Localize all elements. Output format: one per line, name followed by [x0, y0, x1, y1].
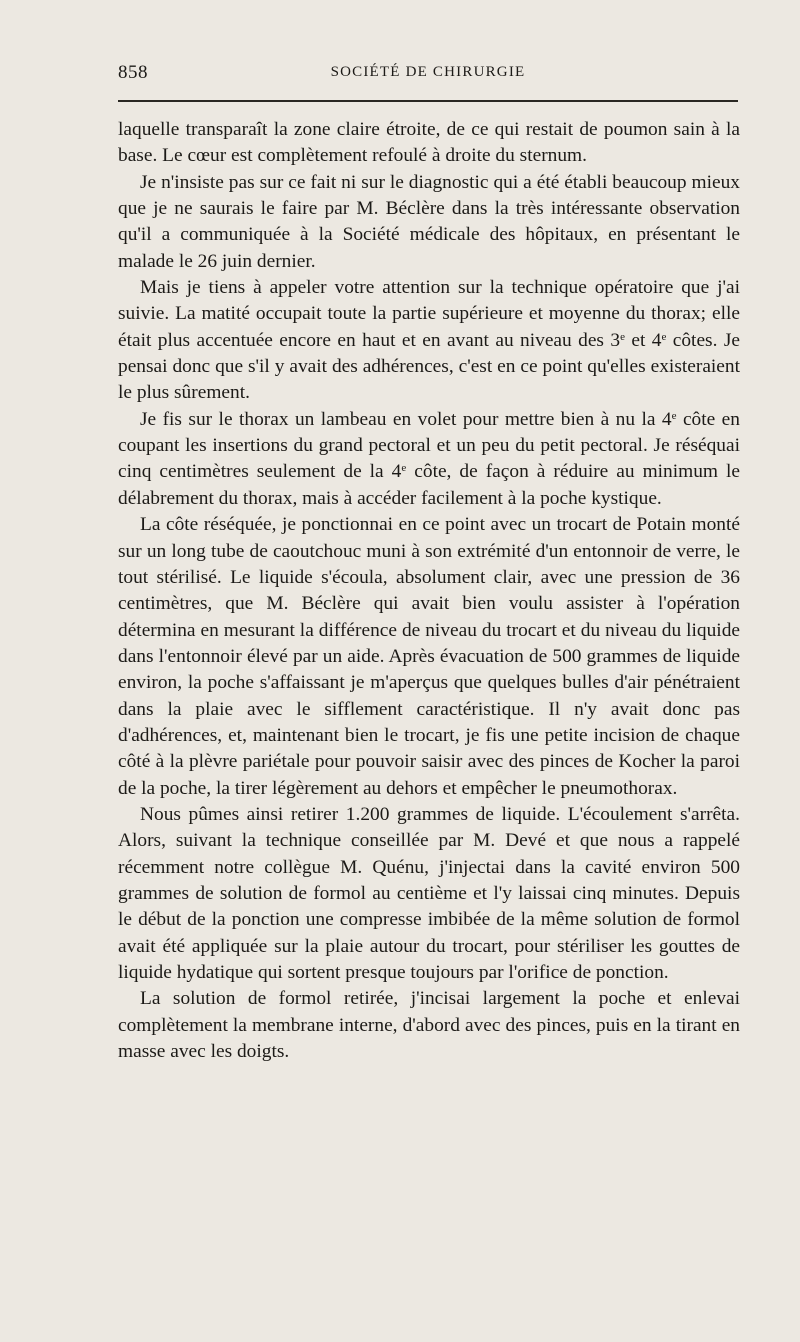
body-text: [118, 117, 740, 1065]
paragraph-text: côtes. Je pensai donc que s'il y avait des adhérences, c'est en ce point qu'elles existeraient le plus sûrement.: [118, 329, 740, 404]
superscript: e: [620, 330, 625, 343]
header-rule: [118, 100, 738, 102]
paragraph: La côte réséquée, je ponctionnai en ce point avec un trocart de Potain monté sur un long tube de caoutchouc muni à son extrémité d'un entonnoir de verre, le tout stérilisé. Le liquide s'écoula, absolument clair, avec une pression de 36 centimètres, que M. Béclère qui avait bien voulu assister à l'opération détermina en mesurant la différence de niveau du trocart et du niveau du liquide dans l'entonnoir élevé par un aide. Après évacuation de 500 grammes de liquide environ, la poche s'affaissant je m'aperçus que quelques bulles d'air pénétraient dans la plaie avec le sifflement caractéristique. Il n'y avait donc pas d'adhérences, et, maintenant bien le trocart, je fis une petite incision de chaque côté à la plèvre pariétale pour pouvoir saisir avec des pinces de Kocher la paroi de la poche, la tirer légèrement au dehors et empêcher le pneumothorax.: [118, 514, 740, 799]
page-number: 858: [118, 62, 148, 83]
paragraph-text: et 4: [624, 329, 662, 351]
paragraph: [118, 275, 740, 407]
running-title: SOCIÉTÉ DE CHIRURGIE: [330, 64, 526, 80]
paragraph-text: Je fis sur le thorax un lambeau en volet pour mettre bien à nu la 4: [140, 408, 672, 430]
paragraph-text: côte en coupant les insertions du grand pectoral et un peu du petit pectoral. Je réséquai cinq centimètres seulement de la 4: [118, 408, 740, 483]
paragraph: La solution de formol retirée, j'incisai largement la poche et enlevai complètement la membrane interne, d'abord avec des pinces, puis en la tirant en masse avec les doigts.: [118, 988, 740, 1063]
paragraph: laquelle transparaît la zone claire étroite, de ce qui restait de poumon sain à la base. Le cœur est complètement refoulé à droite du sternum.: [118, 119, 740, 167]
paragraph: [118, 407, 740, 512]
superscript: e: [661, 330, 667, 343]
superscript: e: [401, 462, 407, 475]
paragraph: Nous pûmes ainsi retirer 1.200 grammes de liquide. L'écoulement s'arrêta. Alors, suivant la technique conseillée par M. Devé et que nous a rappelé récemment notre collègue M. Quénu, j'injectai dans la cavité environ 500 grammes de solution de formol au centième et l'y laissai cinq minutes. Depuis le début de la ponction une compresse imbibée de la même solution de formol avait été appliquée sur la plaie autour du trocart, pour stériliser les gouttes de liquide hydatique qui sortent presque toujours par l'orifice de ponction.: [118, 803, 740, 983]
paragraph-text: Mais je tiens à appeler votre attention sur la technique opératoire que j'ai suivie. La matité occupait toute la partie supérieure et moyenne du thorax; elle était plus accentuée encore en haut et en avant au niveau des 3: [118, 277, 740, 351]
superscript: e: [671, 409, 677, 422]
paragraph: Je n'insiste pas sur ce fait ni sur le diagnostic qui a été établi beaucoup mieux que je ne saurais le faire par M. Béclère dans la très intéressante observation qu'il a communiquée à la Société médicale des hôpitaux, en présentant le malade le 26 juin dernier.: [118, 171, 740, 272]
paragraph-text: côte, de façon à réduire au minimum le délabrement du thorax, mais à accéder facilement à la poche kystique.: [118, 461, 740, 509]
page-header: [118, 60, 738, 88]
